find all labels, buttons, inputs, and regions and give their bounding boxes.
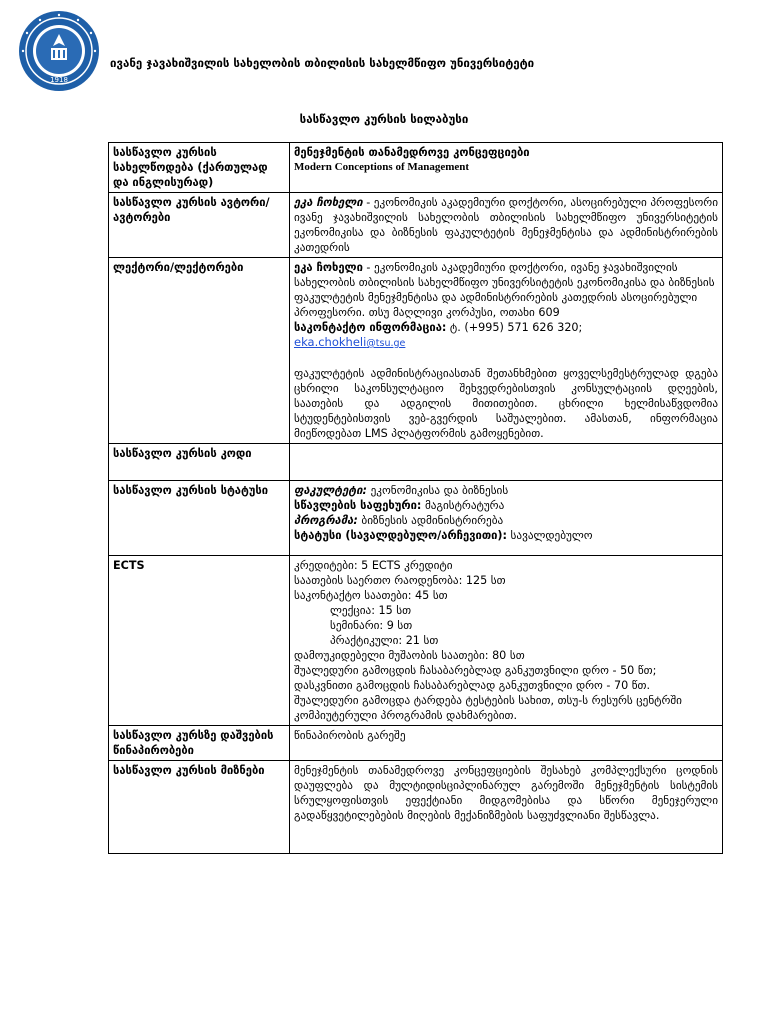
ects-lecture-hours: ლექცია: 15 სთ xyxy=(330,604,412,617)
course-title-en: Modern Conceptions of Management xyxy=(294,161,470,173)
course-title-ka: მენეჯმენტის თანამედროვე კონცეფციები xyxy=(294,146,530,159)
ects-midterm-time: შუალედური გამოცდის ჩასაბარებლად განკუთვნილი დრო - 50 წთ; xyxy=(294,664,657,677)
course-name-value xyxy=(290,143,723,193)
faculty-label: ფაკულტეტი: xyxy=(294,484,368,497)
table-row xyxy=(109,556,723,726)
status-label: სტატუსი (სავალდებულო/არჩევითი): xyxy=(294,529,507,542)
table-row xyxy=(109,444,723,481)
table-row xyxy=(109,726,723,761)
contact-phone: ტ. (+995) 571 626 320; xyxy=(446,321,583,334)
ects-total-hours: საათების საერთო რაოდენობა: 125 სთ xyxy=(294,574,506,587)
ects-independent-hours: დამოუკიდებელი მუშაობის საათები: 80 სთ xyxy=(294,649,525,662)
contact-label: საკონტაქტო ინფორმაცია: xyxy=(294,321,447,334)
ects-final-time: დასკვნითი გამოცდის ჩასაბარებლად განკუთვნილი დრო - 70 წთ. xyxy=(294,679,651,692)
ects-credits: კრედიტები: 5 ECTS კრედიტი xyxy=(294,559,453,572)
university-name: ივანე ჯავახიშვილის სახელობის თბილისის სახელმწიფო უნივერსიტეტი xyxy=(110,56,535,70)
table-row xyxy=(109,761,723,854)
table-row xyxy=(109,143,723,193)
lecturer-label: ლექტორი/ლექტორები xyxy=(109,258,290,444)
goals-value: მენეჯმენტის თანამედროვე კონცეფციების შესახებ კომპლექსური ცოდნის დაუფლება და მულტიდისციპლინარულ გარემოში მენეჯმენტის სისტემის სრულყოფისთვის ეფექტიანი მიდგომებისა და სწორი მენეჯერული გადაწყვეტილებების მიღების მექანიზმების საფუძვლიანი შესწავლა. xyxy=(290,761,723,854)
author-name: ეკა ჩოხელი xyxy=(294,196,363,209)
ects-contact-hours: საკონტაქტო საათები: 45 სთ xyxy=(294,589,448,602)
lecturer-description: - ეკონომიკის აკადემიური დოქტორი, ივანე ჯავახიშვილის სახელობის თბილისის სახელმწიფო უნივერსიტეტის ეკონომიკისა და ბიზნესის ფაკულტეტის მენეჯმენტისა და ადმინისტრირების კათედრის ასოცირებული პროფესორი. თსუ მაღლივი კორპუსი, ოთახი 609 xyxy=(294,261,715,319)
contact-email-link[interactable]: eka.chokheli@tsu.ge xyxy=(294,335,406,349)
syllabus-table xyxy=(108,142,723,854)
faculty-value: ეკონომიკისა და ბიზნესის xyxy=(367,484,509,497)
ects-label: ECTS xyxy=(109,556,290,726)
ects-practical-hours: პრაქტიკული: 21 სთ xyxy=(330,634,439,647)
consultation-info: ფაკულტეტის ადმინისტრაციასთან შეთანხმებით ყოველსემესტრულად დგება ცხრილი საკონსულტაციო შეხვედრებისთვის კონსულტაციის დღეების, საათების და ადგილის მითითებით. ცხრილი ხელმისაწვდომია სტუდენტებისთვის ვებ-გვერდის საშუალებით. ამასთან, ინფორმაცია მიეწოდებათ LMS პლატფორმის გამოყენებით. xyxy=(294,367,718,440)
course-code-value xyxy=(290,444,723,481)
ects-midterm-format: შუალედური გამოცდა ტარდება ტესტების სახით, თსუ-ს რესურს ცენტრში კომპიუტერული პროგრამის დახმარებით. xyxy=(294,694,682,722)
course-name-label: სასწავლო კურსის სახელწოდება (ქართულად და ინგლისურად) xyxy=(109,143,290,193)
university-logo xyxy=(18,10,100,92)
prerequisites-value: წინაპირობის გარეშე xyxy=(290,726,723,761)
document-title: სასწავლო კურსის სილაბუსი xyxy=(299,112,469,126)
svg-text:1918: 1918 xyxy=(50,76,68,84)
authors-value xyxy=(290,193,723,258)
ects-seminar-hours: სემინარი: 9 სთ xyxy=(330,619,413,632)
lecturer-value xyxy=(290,258,723,444)
prerequisites-label: სასწავლო კურსზე დაშვების წინაპირობები xyxy=(109,726,290,761)
program-value: ბიზნესის ადმინისტრირება xyxy=(357,514,504,527)
table-row xyxy=(109,193,723,258)
program-label: პროგრამა: xyxy=(294,514,358,527)
course-status-value xyxy=(290,481,723,556)
level-label: სწავლების საფეხური: xyxy=(294,499,422,512)
table-row xyxy=(109,258,723,444)
lecturer-name: ეკა ჩოხელი xyxy=(294,261,363,274)
level-value: მაგისტრატურა xyxy=(421,499,505,512)
course-status-label: სასწავლო კურსის სტატუსი xyxy=(109,481,290,556)
author-description: - ეკონომიკის აკადემიური დოქტორი, ასოცირებული პროფესორი ივანე ჯავახიშვილის სახელობის თბილისის სახელმწიფო უნივერსიტეტის ეკონომიკისა და ბიზნესის ფაკულტეტის მენეჯმენტისა და ადმინისტრირების კათედრის xyxy=(294,196,719,254)
status-value: სავალდებულო xyxy=(507,529,593,542)
table-row xyxy=(109,481,723,556)
authors-label: სასწავლო კურსის ავტორი/ავტორები xyxy=(109,193,290,258)
ects-value xyxy=(290,556,723,726)
goals-label: სასწავლო კურსის მიზნები xyxy=(109,761,290,854)
course-code-label: სასწავლო კურსის კოდი xyxy=(109,444,290,481)
